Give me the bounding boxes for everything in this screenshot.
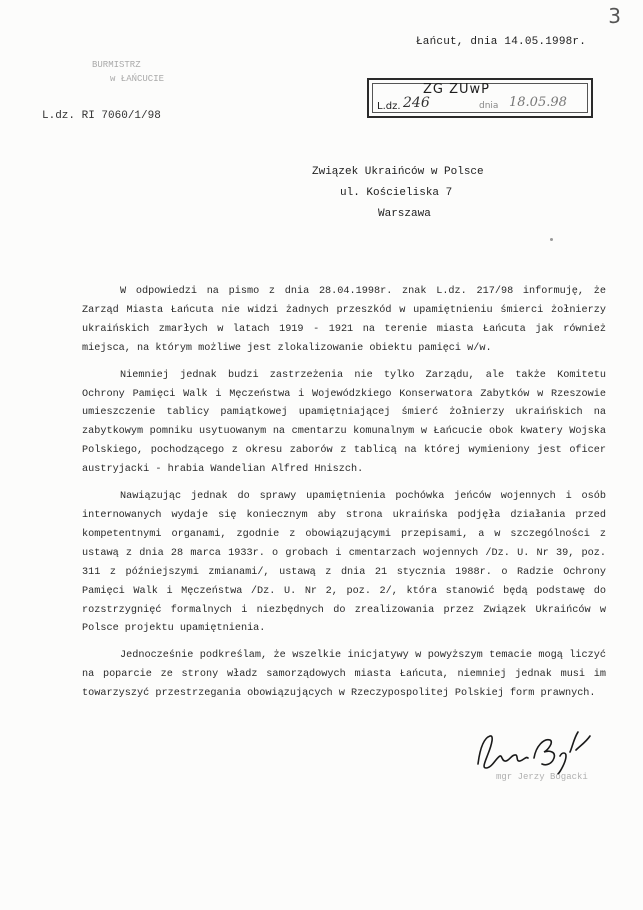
body-paragraph: W odpowiedzi na pismo z dnia 28.04.1998r. znak L.dz. 217/98 informuję, że Zarząd Miasta Łańcuta nie widzi żadnych przeszkód w upamiętnieniu śmierci żołnierzy ukraińskich zmarłych w latach 1919 - 1921 na terenie miasta Łańcuta jak również miejsca, na którym możliwe jest zlokalizowanie obiektu pamięci w/w. bbox=[82, 286, 606, 354]
registration-stamp-dnia-label: dnia bbox=[479, 101, 499, 111]
recipient-line: Związek Ukraińców w Polsce bbox=[312, 166, 484, 178]
registration-stamp-organization: ZG ZUwP bbox=[423, 82, 491, 97]
letter-body bbox=[82, 283, 606, 712]
registration-stamp-ldz-label: L.dz. bbox=[377, 101, 401, 112]
signature-drawing bbox=[470, 728, 600, 776]
scan-speck bbox=[550, 238, 553, 241]
sender-stamp-line: w ŁAŃCUCIE bbox=[110, 74, 165, 84]
signature-caption: mgr Jerzy Bogacki bbox=[496, 772, 588, 782]
recipient-line: ul. Kościeliska 7 bbox=[340, 187, 453, 199]
registration-stamp-ldz-value: 246 bbox=[403, 95, 430, 111]
body-paragraph: Nawiązując jednak do sprawy upamiętnienia pochówka jeńców wojennych i osób internowanych wydaje się koniecznym aby strona ukraińska podjęła działania przed kompetentnymi organami, zgodnie z obowiązującymi przepisami, a w szczególności z ustawą z dnia 28 marca 1933r. o grobach i cmentarzach wojennych /Dz. U. Nr 39, poz. 311 z późniejszymi zmianami/, ustawą z dnia 21 stycznia 1988r. o Radzie Ochrony Pamięci Walk i Męczeństwa /Dz. U. Nr 2, poz. 2/, która stanowić będą podstawę do rozstrzygnięć formalnych i niezbędnych do zrealizowania przez Związek Ukraińców w Polsce projektu upamiętnienia. bbox=[82, 491, 606, 635]
date-line: Łańcut, dnia 14.05.1998r. bbox=[416, 36, 587, 48]
sender-stamp-line: BURMISTRZ bbox=[92, 60, 141, 70]
reference-number: L.dz. RI 7060/1/98 bbox=[42, 110, 161, 122]
registration-stamp-dnia-value: 18.05.98 bbox=[509, 95, 567, 110]
page-number: 3 bbox=[608, 4, 621, 28]
body-paragraph: Niemniej jednak budzi zastrzeżenia nie tylko Zarządu, ale także Komitetu Ochrony Pamięci Walk i Męczeństwa i Wojewódzkiego Konserwatora Zabytków w Rzeszowie umieszczenie tablicy pamiątkowej upamiętniającej śmierć żołnierzy ukraińskich na zabytkowym pomniku usytuowanym na cmentarzu komunalnym w Łańcucie obok kwatery Wojska Polskiego, pochodzącego z okresu zaborów z tablicą na której wymieniony jest oficer austryjacki - hrabia Wandelian Alfred Hniszch. bbox=[82, 369, 606, 476]
recipient-line: Warszawa bbox=[378, 208, 431, 220]
body-paragraph: Jednocześnie podkreślam, że wszelkie inicjatywy w powyższym temacie mogą liczyć na poparcie ze strony władz samorządowych miasta Łańcuta, niemniej jednak musi im towarzyszyć przestrzegania obowiązujących w Rzeczypospolitej Polskiej form prawnych. bbox=[82, 650, 606, 700]
registration-stamp bbox=[367, 78, 593, 118]
handwritten-signature bbox=[470, 728, 600, 776]
sender-stamp bbox=[92, 58, 164, 86]
